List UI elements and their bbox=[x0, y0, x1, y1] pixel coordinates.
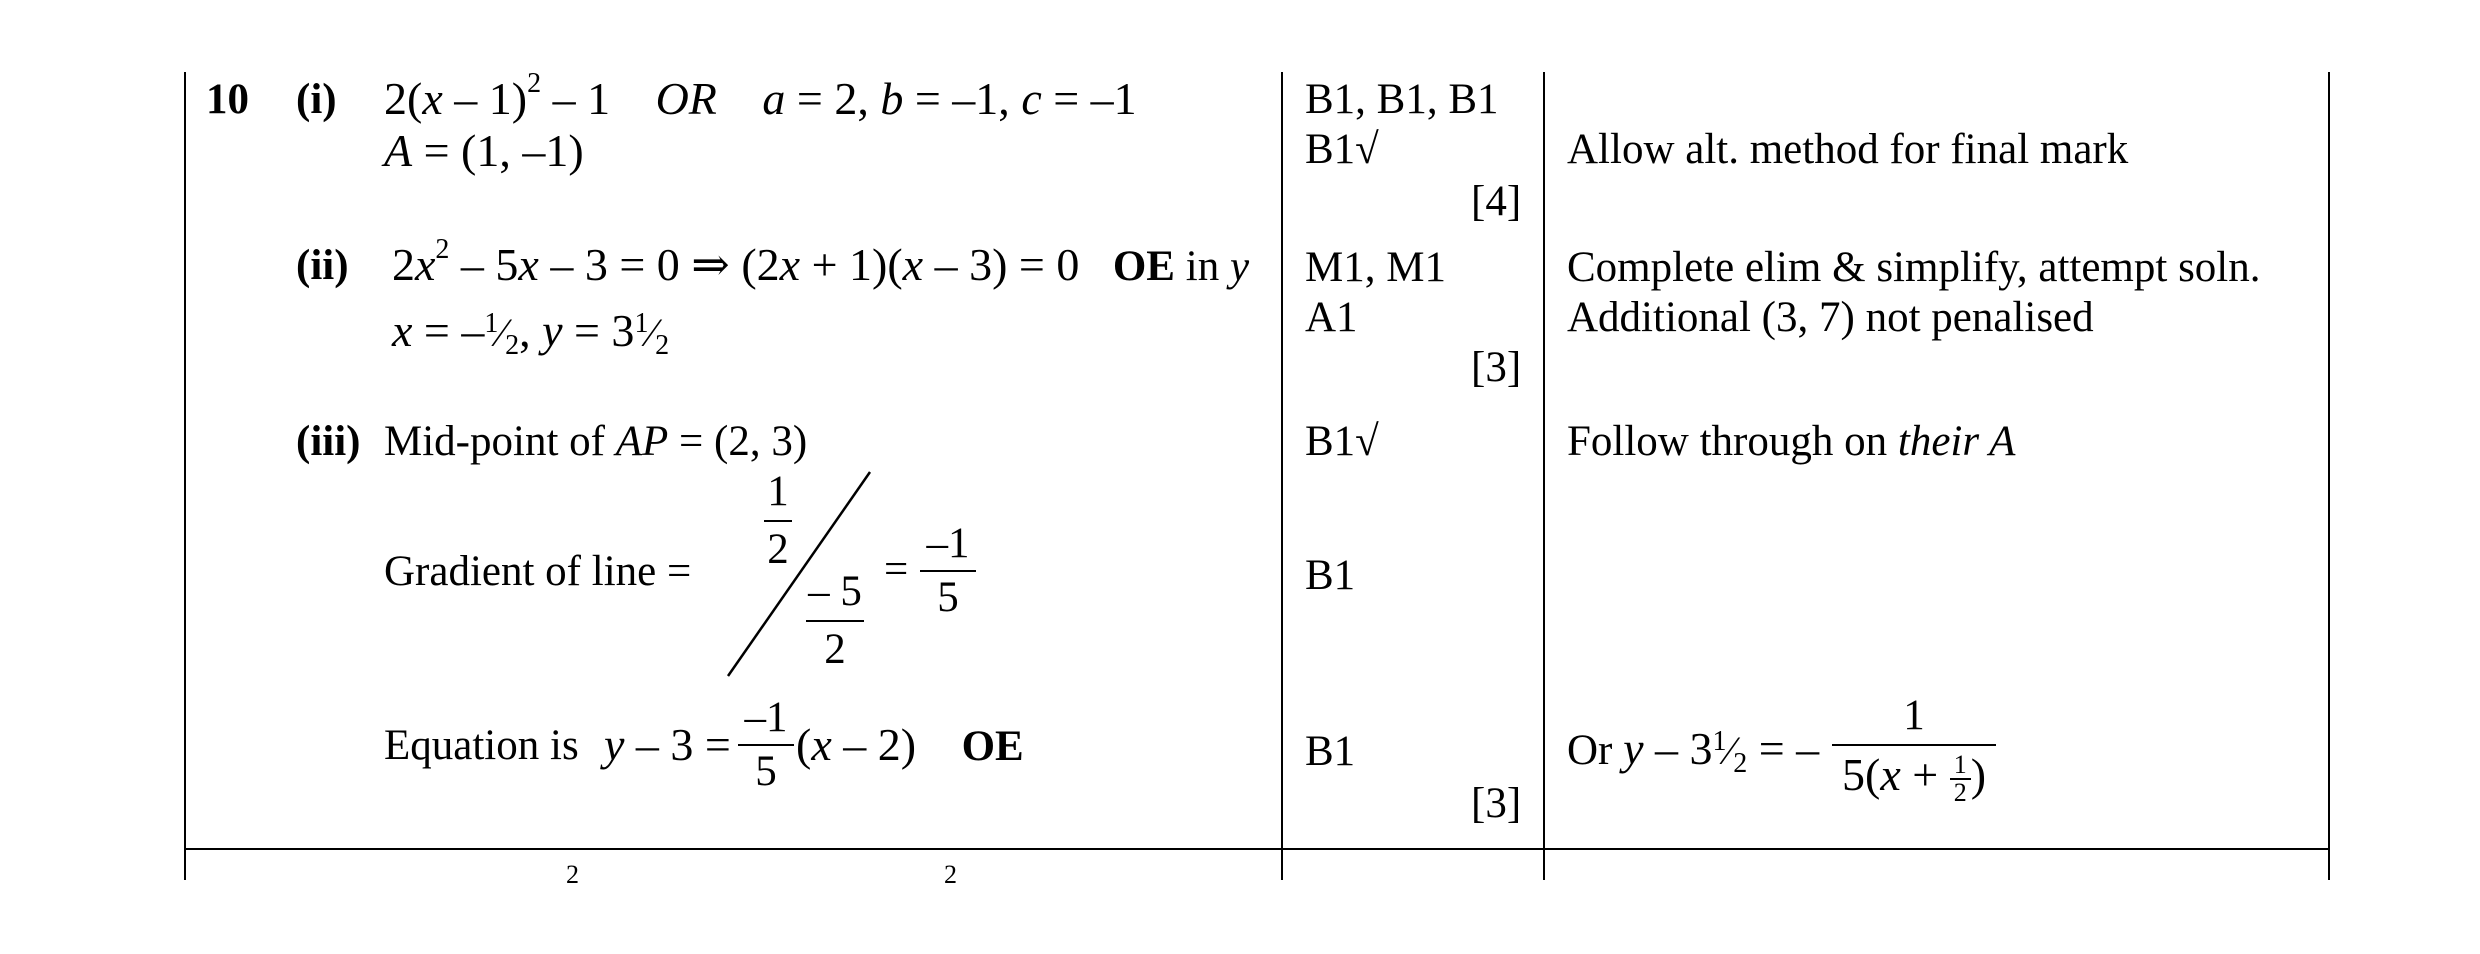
part-iii-total: [3] bbox=[1471, 780, 1522, 827]
gradient-equals: = bbox=[884, 546, 909, 593]
part-ii-comment-line1: Complete elim & simplify, attempt soln. bbox=[1567, 244, 2261, 291]
part-iii-marks-gradient: B1 bbox=[1305, 552, 1356, 599]
part-ii-marks-line2: A1 bbox=[1305, 294, 1358, 341]
next-row-cutoff-sup-1: 2 bbox=[566, 860, 579, 889]
part-ii-comment-line2: Additional (3, 7) not penalised bbox=[1567, 294, 2094, 341]
gradient-top-den: 2 bbox=[767, 526, 789, 573]
part-i-marks-line1: B1, B1, B1 bbox=[1305, 76, 1499, 123]
part-iii-comment-midpoint: Follow through on their A bbox=[1567, 418, 2016, 465]
next-row-cutoff-sup-2: 2 bbox=[944, 860, 957, 889]
part-label-i: (i) bbox=[296, 76, 337, 123]
gradient-bottom-num: – 5 bbox=[808, 568, 862, 615]
comment-frac-den: 5(x + $\frac{1}{2}$ ) bbox=[1841, 749, 1987, 808]
comment-frac-num: 1 bbox=[1903, 692, 1925, 739]
gradient-bottom-den: 2 bbox=[824, 626, 846, 673]
gradient-result-den: 5 bbox=[937, 574, 959, 621]
part-i-answer-line2: A = (1, –1) bbox=[384, 125, 584, 176]
part-iii-marks-midpoint: B1√ bbox=[1305, 418, 1379, 465]
part-i-comment: Allow alt. method for final mark bbox=[1567, 126, 2129, 173]
question-number: 10 bbox=[206, 76, 249, 123]
part-iii-equation-rhs: (x – 2) OE bbox=[796, 719, 1024, 770]
table-row-separator bbox=[184, 848, 2330, 850]
gradient-top-num: 1 bbox=[767, 468, 789, 515]
part-ii-total: [3] bbox=[1471, 344, 1522, 391]
gradient-result-fraction bbox=[920, 522, 976, 619]
equation-frac-den: 5 bbox=[755, 748, 777, 795]
gradient-result-num: –1 bbox=[926, 520, 970, 567]
part-i-answer-line1: 2(x – 1)$^2$ – 1 OR a = 2, b = –1, c = –1 bbox=[384, 68, 1137, 124]
part-i-marks-line2: B1√ bbox=[1305, 126, 1379, 173]
table-divider-answer-marks bbox=[1281, 72, 1283, 880]
part-iii-comment-alt-lhs: Or y – $3^1⁄_2$ = – bbox=[1567, 723, 1820, 779]
part-ii-answer-line2: $x = -^1⁄_2$, $y = 3^1⁄_2$ bbox=[392, 305, 670, 361]
equation-frac-num: –1 bbox=[744, 694, 788, 741]
part-iii-midpoint: Mid-point of AP = (2, 3) bbox=[384, 418, 808, 465]
part-iii-gradient-label: Gradient of line = bbox=[384, 548, 692, 595]
part-i-total: [4] bbox=[1471, 178, 1522, 225]
part-iii-equation-label: Equation is bbox=[384, 722, 579, 769]
part-ii-answer-line1: $2x^2 - 5x - 3 = 0$ ⇒ (2x + 1)(x – 3) = 0 OE in y bbox=[392, 234, 1250, 290]
part-iii-equation-fraction bbox=[738, 696, 794, 793]
table-right-border bbox=[2328, 72, 2330, 880]
part-iii-equation-lhs: y – 3 = bbox=[604, 719, 731, 770]
part-iii-comment-alt-fraction bbox=[1832, 694, 1996, 806]
table-left-border bbox=[184, 72, 186, 880]
part-ii-marks-line1: M1, M1 bbox=[1305, 244, 1446, 291]
part-label-ii: (ii) bbox=[296, 242, 349, 289]
part-label-iii: (iii) bbox=[296, 418, 361, 465]
table-divider-marks-comments bbox=[1543, 72, 1545, 880]
part-iii-marks-equation: B1 bbox=[1305, 728, 1356, 775]
gradient-bottom-fraction bbox=[800, 570, 870, 671]
